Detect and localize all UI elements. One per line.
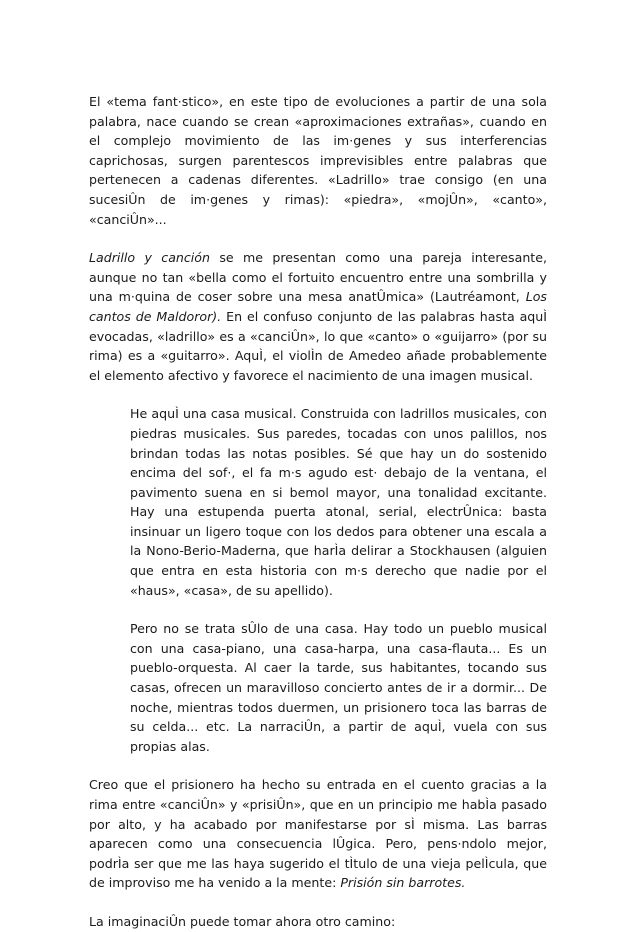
paragraph-2-text-1: se me presentan como una pareja interesante, aunque no tan «bella como el fortuito encuentro entre una sombrilla y una m·quina de coser sobre una mesa anatÛmica» (Lautréamont, xyxy=(89,250,547,305)
paragraph-gap xyxy=(89,229,547,248)
italic-title: Los cantos de Maldoror). xyxy=(89,289,547,324)
paragraph-3-text: Creo que el prisionero ha hecho su entrada en el cuento gracias a la rima entre «canciÛn» y «prisiÛn», que en un principio me habÌa pasado por alto, y ha acabado por manifestarse por sÌ misma. Las barras aparecen como una consecuencia lÛgica. Pero, pens·ndolo mejor, podrÌa ser que me las haya sugerido el tÌtulo de una vieja pelÌcula, que de improviso me ha venido a la mente: xyxy=(89,777,547,891)
paragraph-4: La imaginaciÛn puede tomar ahora otro camino: xyxy=(89,913,396,929)
paragraph-1: El «tema fant·stico», en este tipo de evoluciones a partir de una sola palabra, nace cuando se crean «aproximaciones extrañas», cuando en el complejo movimiento de las im·genes y sus interferencias caprichosas, surgen parentescos imprevisibles entre palabras que pertenecen a cadenas diferentes. «Ladrillo» trae consigo (en una sucesiÛn de im·genes y rimas): «piedra», «mojÛn», «canto», «canciÛn»... xyxy=(89,94,547,227)
paragraph-2-text-2: En el confuso conjunto de las palabras hasta aquÌ evocadas, «ladrillo» es a «canciÛn», lo que «canto» o «guijarro» (por su rima) es a «guitarro». AquÌ, el violÌn de Amedeo añade probablemente el elemento afectivo y favorece el nacimiento de una imagen musical. xyxy=(89,308,547,383)
paragraph-gap xyxy=(89,756,547,775)
document-page xyxy=(89,92,547,932)
quote-paragraph-2: Pero no se trata sÛlo de una casa. Hay todo un pueblo musical con una casa-piano, una casa-harpa, una casa-flauta... Es un pueblo-orquesta. Al caer la tarde, sus habitantes, tocando sus casas, ofrecen un maravilloso concierto antes de ir a dormir... De noche, mientras todos duermen, un prisionero toca las barras de su celda... etc. La narraciÛn, a partir de aquÌ, vuela con sus propias alas. xyxy=(130,621,547,754)
quote-paragraph-1: He aquÌ una casa musical. Construida con ladrillos musicales, con piedras musicales. Sus paredes, tocadas con unos palillos, nos brindan todas las notas posibles. Sé que hay un do sostenido encima del sof·, el fa m·s agudo est· debajo de la ventana, el pavimento suena en si bemol mayor, una tonalidad excitante. Hay una estupenda puerta atonal, serial, electrÛnica: basta insinuar un ligero toque con los dedos para obtener una escala a la Nono-Berio-Maderna, que harÌa delirar a Stockhausen (alguien que entra en esta historia con m·s derecho que nadie por el «haus», «casa», de su apellido). xyxy=(130,406,547,598)
italic-phrase: Ladrillo y canción xyxy=(89,250,210,266)
paragraph-gap xyxy=(89,893,547,912)
paragraph-3 xyxy=(89,775,547,893)
paragraph-2 xyxy=(89,248,547,385)
italic-film-title: Prisión sin barrotes. xyxy=(340,875,466,891)
paragraph-gap xyxy=(89,600,547,619)
paragraph-gap xyxy=(89,385,547,404)
